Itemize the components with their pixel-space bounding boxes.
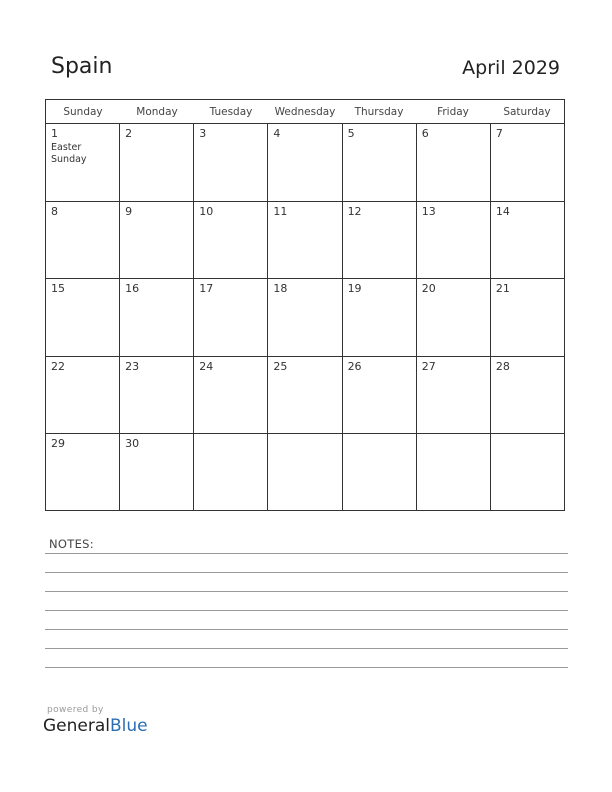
- logo-general: General: [43, 716, 110, 736]
- day-number: 8: [51, 204, 58, 218]
- weekday-header: [46, 100, 564, 124]
- day-cell: [342, 434, 416, 511]
- day-cell: [342, 124, 416, 201]
- week-row: [46, 278, 564, 356]
- note-line: [45, 553, 568, 554]
- day-number: 7: [495, 127, 503, 140]
- day-cell: [342, 279, 416, 356]
- day-number: 26: [347, 359, 362, 373]
- day-cell: [416, 279, 490, 356]
- day-number: 1: [51, 127, 58, 140]
- day-number: 16: [125, 282, 140, 296]
- day-cell: [46, 279, 119, 356]
- day-cell: [267, 434, 341, 511]
- calendar-grid: [45, 99, 565, 511]
- day-cell: [490, 124, 564, 201]
- day-number: 6: [421, 127, 429, 140]
- holiday-label: Easter Sunday: [51, 142, 87, 165]
- week-row: [46, 201, 564, 279]
- notes-lines: [45, 553, 568, 686]
- day-cell: [193, 434, 267, 511]
- day-number: 22: [51, 359, 65, 373]
- note-line: [45, 591, 568, 592]
- day-cell: [416, 357, 490, 434]
- day-number: 14: [495, 204, 510, 218]
- day-number: 30: [125, 437, 140, 451]
- day-cell: [416, 202, 490, 279]
- day-number: 2: [125, 127, 133, 140]
- day-cell: [490, 357, 564, 434]
- day-cell: [193, 202, 267, 279]
- day-number: 21: [495, 282, 510, 296]
- day-cell: [342, 357, 416, 434]
- weekday-thursday: Thursday: [354, 106, 404, 118]
- day-number: 12: [347, 204, 362, 218]
- weekday-wednesday: Wednesday: [274, 106, 336, 118]
- note-line: [45, 610, 568, 611]
- day-cell: [46, 434, 119, 511]
- day-number: 18: [273, 282, 288, 296]
- weekday-saturday: Saturday: [503, 106, 551, 118]
- day-cell: [46, 202, 119, 279]
- logo-blue: Blue: [110, 716, 148, 736]
- note-line: [45, 667, 568, 668]
- day-number: 3: [199, 127, 207, 140]
- weekday-tuesday: Tuesday: [209, 106, 253, 118]
- day-cell: [416, 434, 490, 511]
- day-cell: [119, 202, 193, 279]
- weekday-monday: Monday: [136, 106, 178, 118]
- day-cell: [46, 357, 119, 434]
- day-cell: [342, 202, 416, 279]
- day-cell: [267, 357, 341, 434]
- day-cell: [193, 279, 267, 356]
- day-number: 9: [125, 204, 133, 218]
- powered-by-text: powered by: [47, 705, 104, 715]
- day-number: 19: [347, 282, 362, 296]
- week-row: [46, 356, 564, 434]
- day-cell: [119, 124, 193, 201]
- day-number: 28: [495, 359, 510, 373]
- note-line: [45, 629, 568, 630]
- day-number: 13: [421, 204, 436, 218]
- day-number: 24: [199, 359, 214, 373]
- day-number: 15: [51, 282, 65, 296]
- day-cell: [46, 124, 119, 201]
- day-cell: [119, 434, 193, 511]
- country-title: Spain: [51, 54, 113, 79]
- note-line: [45, 648, 568, 649]
- day-cell: [416, 124, 490, 201]
- day-number: 11: [273, 204, 288, 218]
- day-number: 29: [51, 437, 65, 451]
- day-number: 4: [273, 127, 281, 140]
- day-cell: [267, 124, 341, 201]
- day-cell: [193, 124, 267, 201]
- generalblue-logo: [43, 716, 148, 736]
- day-cell: [119, 357, 193, 434]
- weekday-friday: Friday: [437, 106, 469, 118]
- day-number: 27: [421, 359, 436, 373]
- notes-label: NOTES:: [49, 537, 94, 551]
- day-cell: [490, 434, 564, 511]
- day-cell: [267, 279, 341, 356]
- day-number: 23: [125, 359, 140, 373]
- day-number: 17: [199, 282, 214, 296]
- day-number: 20: [421, 282, 436, 296]
- day-number: 25: [273, 359, 288, 373]
- calendar-weeks: [46, 124, 564, 511]
- note-line: [45, 572, 568, 573]
- day-cell: [490, 279, 564, 356]
- day-number: 5: [347, 127, 355, 140]
- day-cell: [193, 357, 267, 434]
- day-cell: [490, 202, 564, 279]
- week-row: [46, 433, 564, 511]
- month-year-title: April 2029: [462, 57, 560, 79]
- weekday-sunday: Sunday: [63, 106, 103, 118]
- day-number: 10: [199, 204, 214, 218]
- day-cell: [119, 279, 193, 356]
- day-cell: [267, 202, 341, 279]
- week-row: [46, 124, 564, 201]
